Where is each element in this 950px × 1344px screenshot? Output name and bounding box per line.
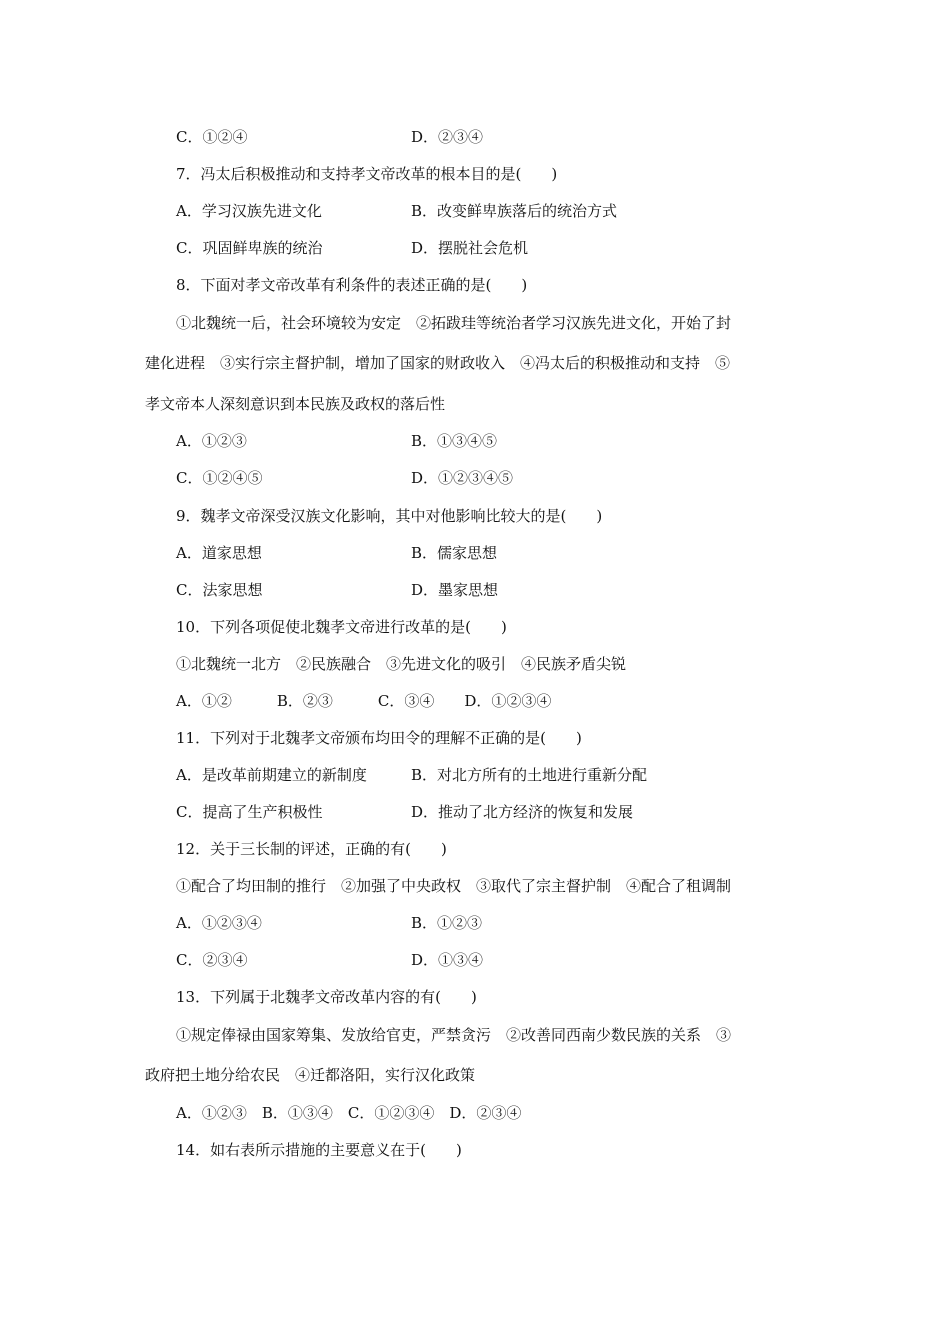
- q7-option-c: C．巩固鲜卑族的统治: [176, 239, 323, 257]
- q12-option-b: B．①②③: [411, 914, 483, 932]
- q9-option-b: B．儒家思想: [411, 544, 498, 562]
- q9-option-c: C．法家思想: [176, 581, 263, 599]
- q13-options: A．①②③ B．①③④ C．①②③④ D．②③④: [176, 1104, 522, 1122]
- q7-option-d: D．摆脱社会危机: [411, 239, 529, 257]
- q12-items: ①配合了均田制的推行 ②加强了中央政权 ③取代了宗主督护制 ④配合了租调制: [176, 877, 732, 895]
- q12-option-d: D．①③④: [411, 951, 484, 969]
- q11-option-d: D．推动了北方经济的恢复和发展: [411, 803, 634, 821]
- q8-statement-line: 孝文帝本人深刻意识到本民族及政权的落后性: [145, 395, 446, 413]
- q10-items: ①北魏统一北方 ②民族融合 ③先进文化的吸引 ④民族矛盾尖锐: [176, 655, 627, 673]
- q7-option-a: A．学习汉族先进文化: [176, 202, 322, 220]
- q11-option-c: C．提高了生产积极性: [176, 803, 323, 821]
- q8-option-a: A．①②③: [176, 432, 247, 450]
- q6-option-d: D．②③④: [411, 128, 484, 146]
- q13-statement-line: ①规定俸禄由国家筹集、发放给官吏，严禁贪污 ②改善同西南少数民族的关系 ③: [176, 1026, 732, 1044]
- q7-stem: 7．冯太后积极推动和支持孝文帝改革的根本目的是( ): [176, 165, 558, 183]
- q12-option-c: C．②③④: [176, 951, 248, 969]
- q11-option-b: B．对北方所有的土地进行重新分配: [411, 766, 648, 784]
- q6-option-c: C．①②④: [176, 128, 248, 146]
- q8-option-d: D．①②③④⑤: [411, 469, 514, 487]
- q13-statement-line: 政府把土地分给农民 ④迁都洛阳，实行汉化政策: [145, 1066, 476, 1084]
- q9-option-d: D．墨家思想: [411, 581, 499, 599]
- q12-option-a: A．①②③④: [176, 914, 262, 932]
- q10-stem: 10．下列各项促使北魏孝文帝进行改革的是( ): [176, 618, 507, 636]
- q8-stem: 8．下面对孝文帝改革有利条件的表述正确的是( ): [176, 276, 528, 294]
- q8-option-c: C．①②④⑤: [176, 469, 263, 487]
- q9-stem: 9．魏孝文帝深受汉族文化影响，其中对他影响比较大的是( ): [176, 507, 603, 525]
- q14-stem: 14．如右表所示措施的主要意义在于( ): [176, 1141, 462, 1159]
- q13-stem: 13．下列属于北魏孝文帝改革内容的有( ): [176, 988, 477, 1006]
- q10-options: A．①② B．②③ C．③④ D．①②③④: [176, 692, 552, 710]
- q9-option-a: A．道家思想: [176, 544, 262, 562]
- q11-option-a: A．是改革前期建立的新制度: [176, 766, 367, 784]
- q12-stem: 12．关于三长制的评述，正确的有( ): [176, 840, 447, 858]
- q11-stem: 11．下列对于北魏孝文帝颁布均田令的理解不正确的是( ): [176, 729, 582, 747]
- q8-statement-line: ①北魏统一后，社会环境较为安定 ②拓跋珪等统治者学习汉族先进文化，开始了封: [176, 314, 732, 332]
- q7-option-b: B．改变鲜卑族落后的统治方式: [411, 202, 618, 220]
- q8-statement-line: 建化进程 ③实行宗主督护制，增加了国家的财政收入 ④冯太后的积极推动和支持 ⑤: [145, 354, 731, 372]
- q8-option-b: B．①③④⑤: [411, 432, 498, 450]
